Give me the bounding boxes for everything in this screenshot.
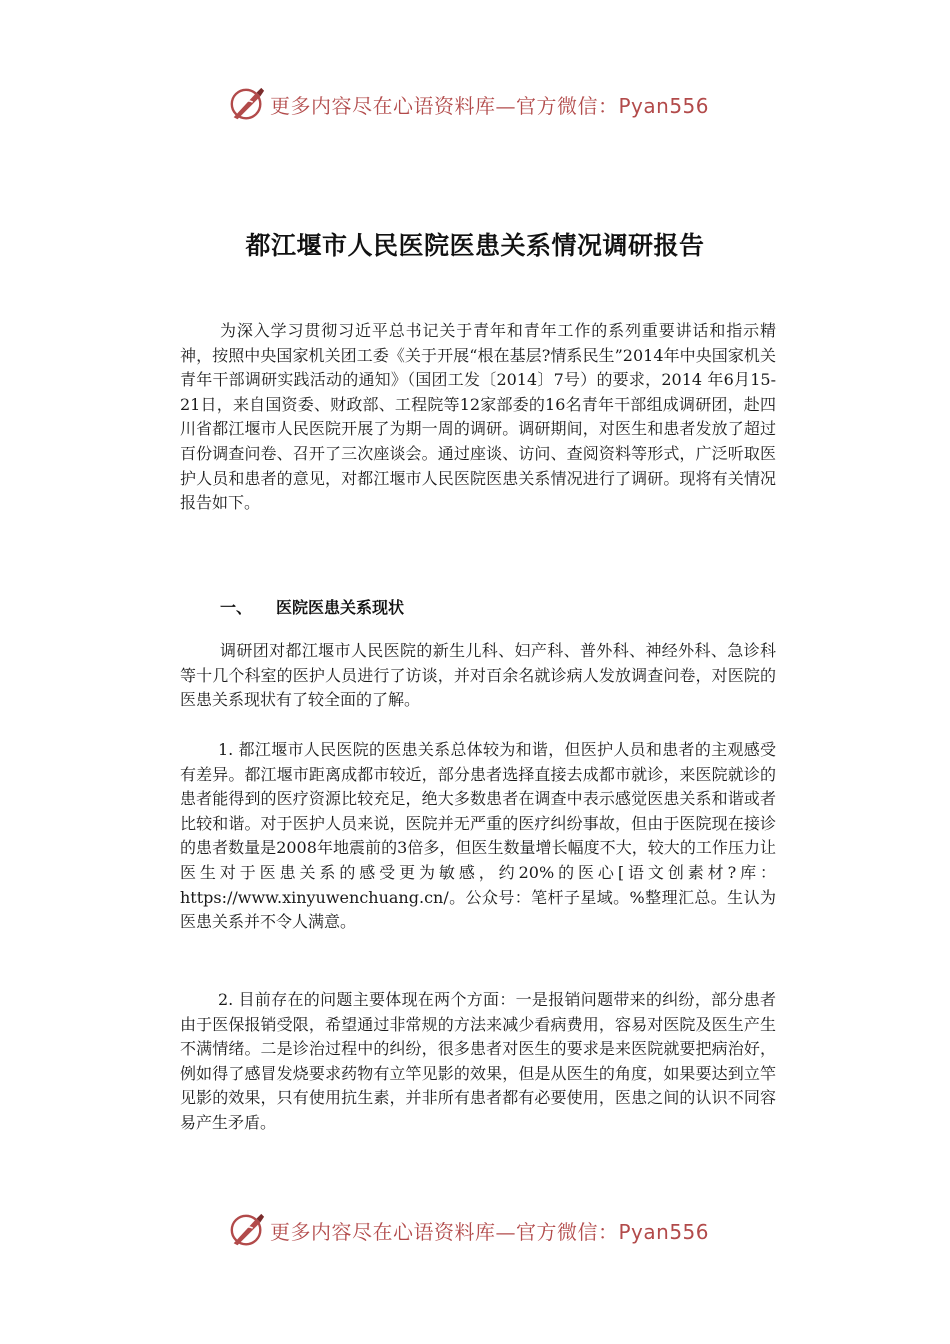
pen-logo-icon	[228, 1211, 266, 1249]
intro-paragraph: 为深入学习贯彻习近平总书记关于青年和青年工作的系列重要讲话和指示精神，按照中央国家机关团工委《关于开展“根在基层?情系民生”2014年中央国家机关青年干部调研实践活动的通知》（国团工发〔2014〕7号）的要求，2014 年6月15-21日，来自国资委、财政部、工程院等12家部委的16名青年干部组成调研团，赴四川省都江堰市人民医院开展了为期一周的调研。调研期间，对医生和患者发放了超过百份调查问卷、召开了三次座谈会。通过座谈、访问、查阅资料等形式，广泛听取医护人员和患者的意见，对都江堰市人民医院医患关系情况进行了调研。现将有关情况报告如下。	[180, 321, 776, 513]
banner-text: 更多内容尽在心语资料库—官方微信：Pyan556	[270, 1219, 710, 1244]
section-heading	[220, 595, 404, 618]
banner-wechat-id: Pyan556	[618, 93, 710, 118]
document-title: 都江堰市人民医院医患关系情况调研报告	[245, 231, 705, 260]
point-2-paragraph: 2. 目前存在的问题主要体现在两个方面：一是报销问题带来的纠纷，部分患者由于医保报销受限，希望通过非常规的方法来减少看病费用，容易对医院及医生产生不满情绪。二是诊治过程中的纠纷，很多患者对医生的要求是来医院就要把病治好，例如得了感冒发烧要求药物有立竿见影的效果，但是从医生的角度，如果要达到立竿见影的效果，只有使用抗生素，并非所有患者都有必要使用，医患之间的认识不同容易产生矛盾。	[180, 990, 776, 1132]
section-number: 一、	[220, 598, 253, 617]
section-intro-paragraph: 调研团对都江堰市人民医院的新生儿科、妇产科、普外科、神经外科、急诊科等十几个科室的医护人员进行了访谈，并对百余名就诊病人发放调查问卷，对医院的医患关系现状有了较全面的了解。	[180, 641, 776, 710]
pen-logo-icon	[228, 85, 266, 123]
point-1-paragraph: 1. 都江堰市人民医院的医患关系总体较为和谐，但医护人员和患者的主观感受有差异。都江堰市距离成都市较近，部分患者选择直接去成都市就诊，来医院就诊的患者能得到的医疗资源比较充足，绝大多数患者在调查中表示感觉医患关系和谐或者比较和谐。对于医护人员来说，医院并无严重的医疗纠纷事故，但由于医院现在接诊的患者数量是2008年地震前的3倍多，但医生数量增长幅度不大，较大的工作压力让医生对于医患关系的感受更为敏感，约20%的医心[语文创素材?库：https://www.xinyuwenchuang.cn/。公众号：笔杆子星域。%整理汇总。生认为医患关系并不令人满意。	[180, 740, 776, 932]
footer-banner	[228, 1210, 709, 1250]
section-title: 医院医患关系现状	[276, 598, 405, 617]
banner-text: 更多内容尽在心语资料库—官方微信：Pyan556	[270, 93, 710, 118]
banner-wechat-id: Pyan556	[618, 1219, 710, 1244]
header-banner	[228, 84, 709, 124]
